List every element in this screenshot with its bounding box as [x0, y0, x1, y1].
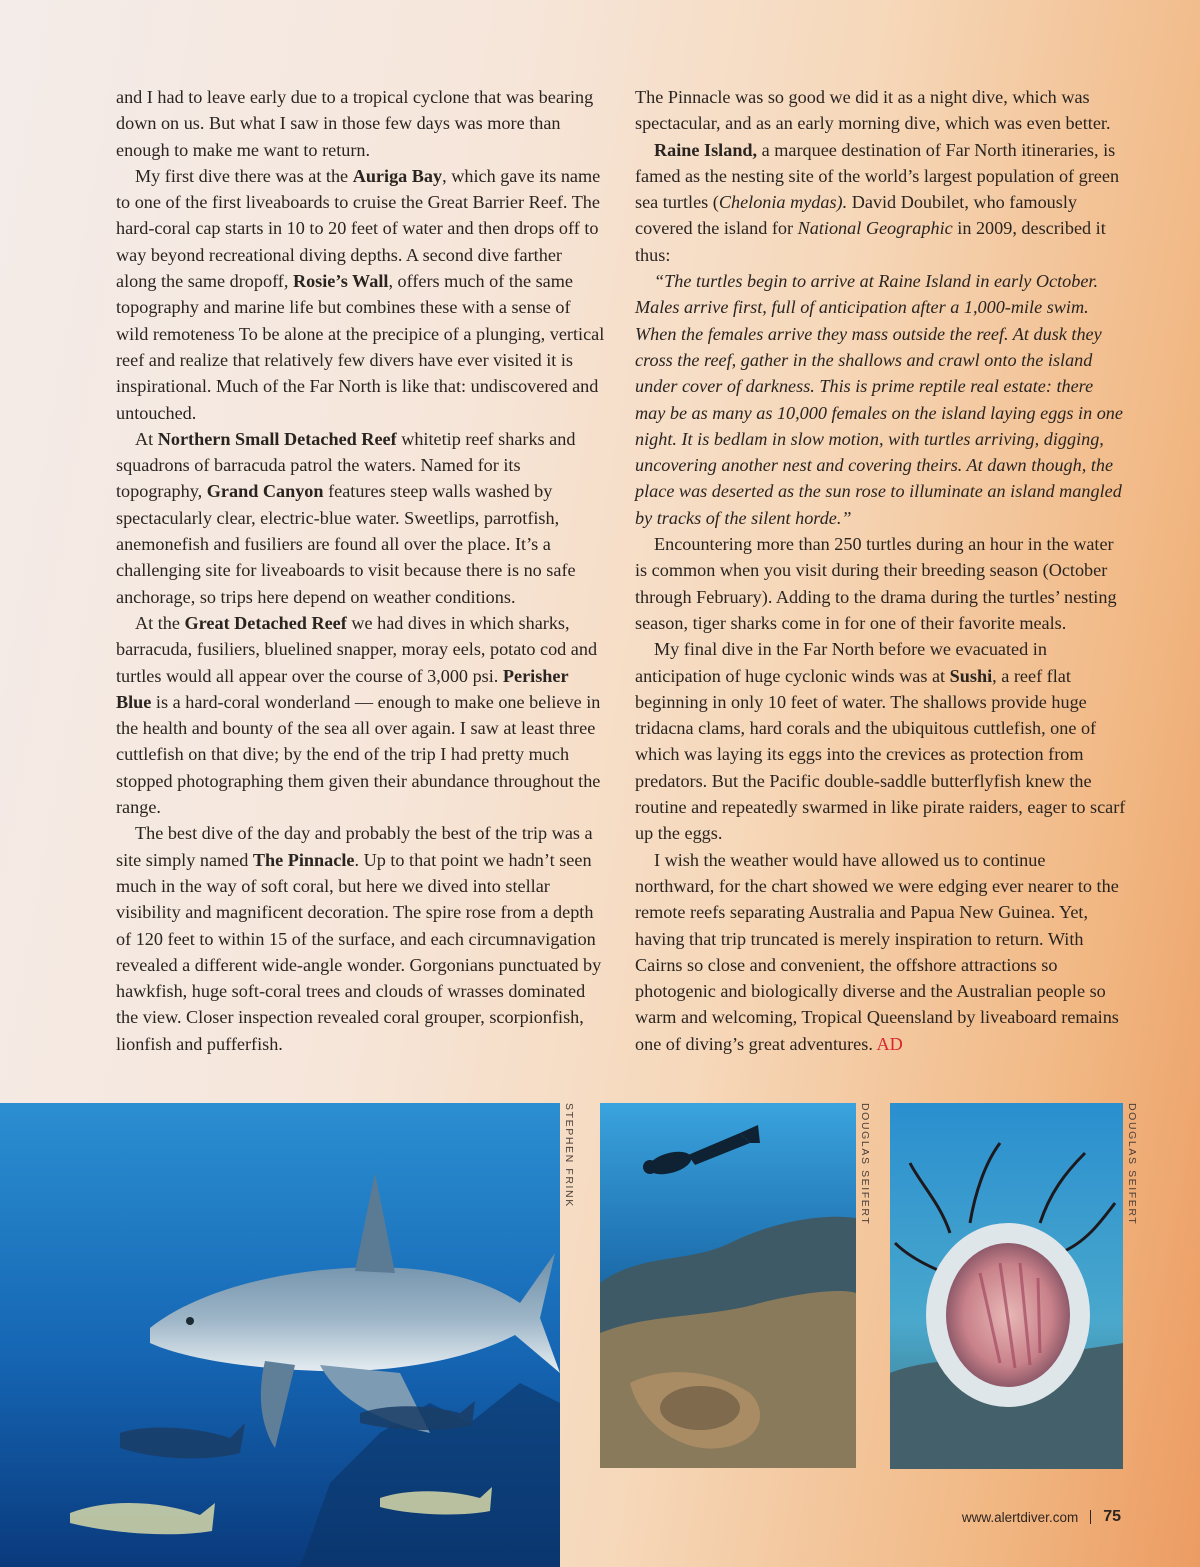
clam-crinoid-photo — [890, 1103, 1123, 1469]
body-paragraph — [635, 847, 1127, 1057]
site-name: Perisher Blue — [116, 665, 569, 712]
site-name: Great Detached Reef — [184, 612, 347, 633]
body-paragraph — [635, 137, 1127, 268]
page-footer — [962, 1508, 1121, 1526]
text-run: My final dive in the Far North before we evacuated in anticipation of huge cyclonic winds was at — [635, 639, 1047, 686]
text-run: , offers much of the same topography and marine life but combines these with a sense of wild remoteness To be alone at the precipice of a plunging, vertical reef and realize that relatively few divers have ever visited it is inspirational. Much of the Far North is like that: undiscovered and untouched. — [116, 271, 605, 423]
text-run: in 2009, described it thus: — [635, 218, 1106, 265]
text-run: . Up to that point we hadn’t seen much in the way of soft coral, but here we dived into stellar visibility and magnificent decoration. The spire rose from a depth of 120 feet to within 15 of the surface, and each circumnavigation revealed a different wide-angle wonder. Gorgonians punctuated by hawkfish, huge soft-coral trees and clouds of wrasses dominated the view. Closer inspection revealed coral grouper, scorpionfish, lionfish and pufferfish. — [116, 849, 602, 1054]
page-number: 75 — [1103, 1508, 1121, 1525]
end-mark: AD — [876, 1033, 903, 1054]
website-url[interactable]: www.alertdiver.com — [961, 1509, 1079, 1525]
text-run: At — [135, 428, 158, 449]
text-run: The best dive of the day and probably the best of the trip was a site simply named — [116, 823, 593, 870]
text-run: whitetip reef sharks and squadrons of barracuda patrol the waters. Named for its topography, — [116, 428, 576, 502]
body-paragraph — [635, 531, 1127, 636]
text-run: , a reef flat beginning in only 10 feet of water. The shallows provide huge tridacna clams, hard corals and the ubiquitous cuttlefish, one of which was laying its eggs into the crevices as protection from predators. But the Pacific double-saddle butterflyfish knew the routine and repeatedly swarmed in like pirate raiders, eager to scarf up the eggs. — [635, 665, 1126, 844]
body-paragraph — [116, 610, 606, 820]
site-name: Rosie’s Wall — [292, 271, 389, 292]
italic-text: Chelonia mydas). — [718, 192, 848, 213]
photo-credit-diver: DOUGLAS SEIFERT — [859, 1103, 871, 1226]
text-run: “The turtles begin to arrive at Raine Island in early October. Males arrive first, full of anticipation after a 1,000-mile swim. When the females arrive they mass outside the reef. At dusk they cross the reef, gather in the shallows and crawl onto the island under cover of darkness. This is prime reptile real estate: there may be as many as 10,000 females on the island laying eggs in one night. It is bedlam in slow motion, with turtles arriving, digging, uncovering another nest and covering theirs. At dawn though, the place was deserted as the sun rose to illuminate an island mangled by tracks of the silent horde.” — [635, 271, 1123, 528]
text-run: My first dive there was at the — [135, 165, 353, 186]
site-name: Sushi — [949, 665, 993, 686]
site-name: Raine Island, — [654, 139, 758, 160]
text-run: features steep walls washed by spectacularly clear, electric-blue water. Sweetlips, parrotfish, anemonefish and fusiliers are found all over the place. It’s a challenging site for liveaboards to visit because there is no safe anchorage, so trips here depend on weather conditions. — [116, 481, 576, 607]
text-run: is a hard-coral wonderland — enough to make one believe in the health and bounty of the sea all over again. I saw at least three cuttlefish on that dive; by the end of the trip I had pretty much stopped photographing them given their abundance throughout the range. — [116, 691, 601, 818]
body-paragraph — [635, 636, 1127, 846]
text-run: we had dives in which sharks, barracuda, fusiliers, bluelined snapper, moray eels, potato cod and turtles would all appear over the course of 3,000 psi. — [116, 612, 598, 686]
body-paragraph — [116, 163, 606, 426]
photo-credit-clam: DOUGLAS SEIFERT — [1126, 1103, 1138, 1226]
text-run: I wish the weather would have allowed us to continue northward, for the chart showed we were edging ever nearer to the remote reefs separating Australia and Papua New Guinea. Yet, having that trip truncated is merely inspiration to return. With Cairns so close and convenient, the offshore attractions so photogenic and biologically diverse and the Australian people so warm and welcoming, Tropical Queensland by liveaboard remains one of diving’s great adventures. — [635, 849, 1119, 1054]
body-paragraph — [116, 820, 606, 1057]
body-paragraph — [635, 84, 1127, 137]
text-run: David Doubilet, who famously covered the island for — [635, 192, 1077, 239]
text-run: a marquee destination of Far North itineraries, is famed as the nesting site of the world’s largest population of green sea turtles ( — [635, 139, 1120, 213]
site-name: The Pinnacle — [252, 849, 355, 870]
footer-divider — [1090, 1510, 1091, 1524]
italic-text: National Geographic — [797, 218, 953, 239]
diver-reef-photo — [600, 1103, 856, 1468]
site-name: Grand Canyon — [206, 481, 324, 502]
left-text-column — [116, 84, 606, 1057]
text-run: At the — [135, 612, 185, 633]
text-run: Encountering more than 250 turtles during an hour in the water is common when you visit during their breeding season (October through February). Adding to the drama during the turtles’ nesting season, tiger sharks come in for one of their favorite meals. — [635, 534, 1117, 633]
site-name: Auriga Bay — [352, 165, 443, 186]
body-paragraph — [116, 426, 606, 610]
right-text-column — [635, 84, 1127, 1057]
text-run: The Pinnacle was so good we did it as a night dive, which was spectacular, and as an early morning dive, which was even better. — [635, 87, 1111, 134]
photo-credit-shark: STEPHEN FRINK — [563, 1103, 575, 1208]
body-paragraph — [116, 84, 606, 163]
shark-photo — [0, 1103, 560, 1567]
text-run: and I had to leave early due to a tropical cyclone that was bearing down on us. But what I saw in those few days was more than enough to make me want to return. — [116, 87, 594, 160]
quote-paragraph — [635, 268, 1127, 531]
site-name: Northern Small Detached Reef — [157, 428, 397, 449]
text-run: , which gave its name to one of the first liveaboards to cruise the Great Barrier Reef. The hard-coral cap starts in 10 to 20 feet of water and then drops off to way beyond recreational diving depths. A second dive farther along the same dropoff, — [116, 165, 601, 292]
